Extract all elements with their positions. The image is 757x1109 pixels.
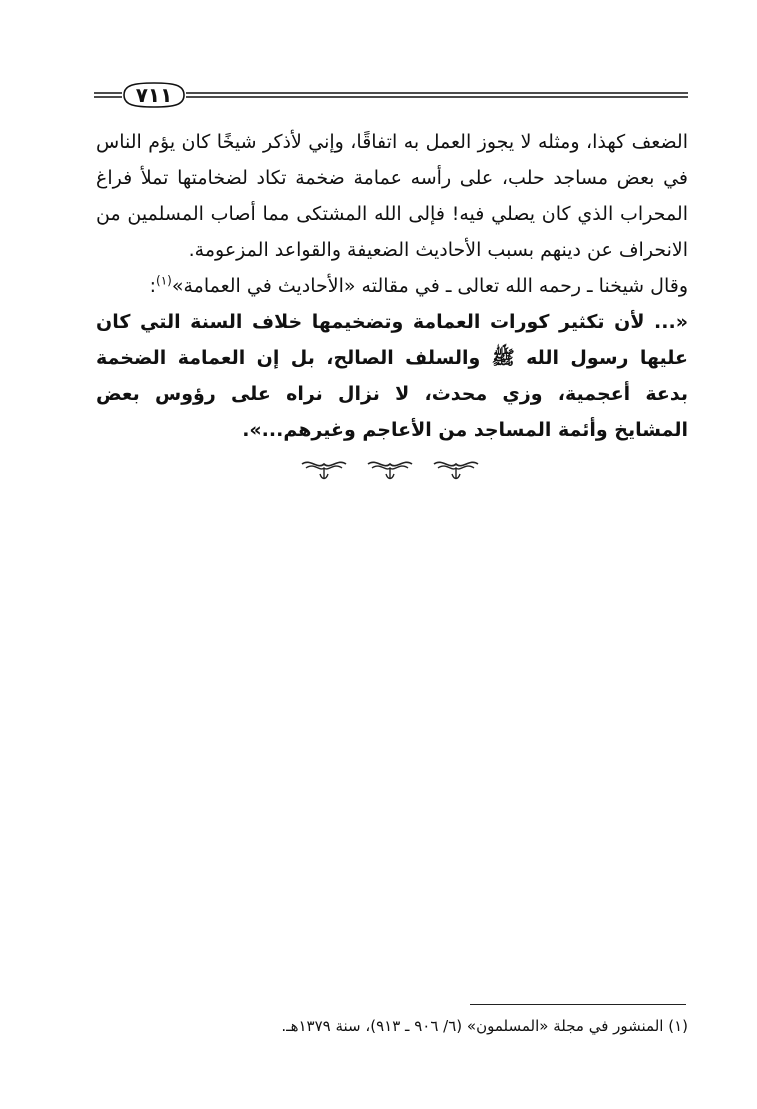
quotation: «... لأن تكثير كورات العمامة وتضخيمها خلاف السنة التي كان عليها رسول الله ﷺ والسلف الصالح، بل إن العمامة الضخمة بدعة أعجمية، وزي محدث، لا نزال نراه على رؤوس بعض المشايخ وأئمة المساجد من الأعاجم وغيرهم...». <box>96 311 688 441</box>
fleuron-icon <box>300 456 348 484</box>
fleuron-icon <box>432 456 480 484</box>
page-number: ٧١١ <box>135 83 173 107</box>
paragraph: الضعف كهذا، ومثله لا يجوز العمل به اتفاقًا، وإني لأذكر شيخًا كان يؤم الناس في بعض مساجد حلب، على رأسه عمامة ضخمة تكاد لضخامتها تملأ فراغ المحراب الذي كان يصلي فيه! فإلى الله المشتكى مما أصاب المسلمين من الانحراف عن دينهم بسبب الأحاديث الضعيفة والقواعد المزعومة. <box>96 131 688 261</box>
section-divider <box>300 456 480 486</box>
footnote-separator <box>470 1004 686 1005</box>
footnote-reference: (١) <box>156 273 172 288</box>
footnote: (١) المنشور في مجلة «المسلمون» (٦/ ٩٠٦ ـ ٩١٣)، سنة ١٣٧٩هـ. <box>281 1017 688 1035</box>
main-text <box>96 124 688 448</box>
page-header <box>94 80 688 110</box>
paragraph-text: وقال شيخنا ـ رحمه الله تعالى ـ في مقالته «الأحاديث في العمامة» <box>171 275 688 297</box>
fleuron-icon <box>366 456 414 484</box>
paragraph-suffix: : <box>149 275 156 297</box>
paragraph-intro <box>96 268 688 304</box>
